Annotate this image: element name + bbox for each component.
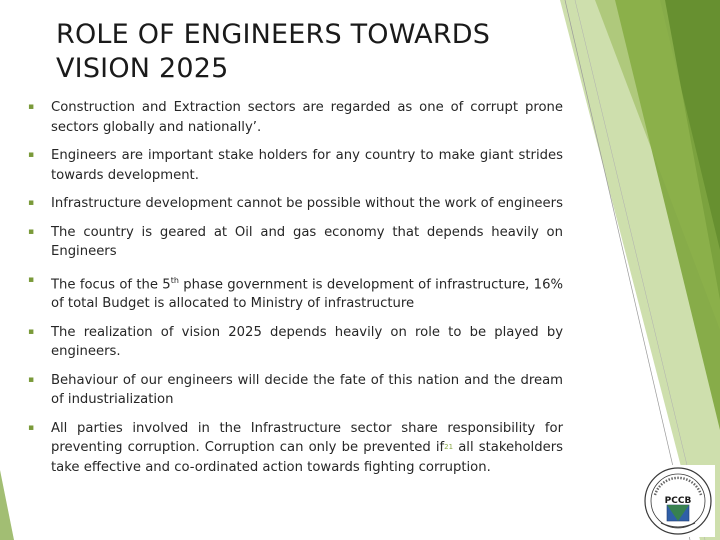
- title-line-1: ROLE OF ENGINEERS TOWARDS: [56, 19, 491, 50]
- bullet-item: ▪ Engineers are important stake holders for any country to make giant strides towards development.: [28, 148, 563, 183]
- bullet-item: ▪ Behaviour of our engineers will decide the fate of this nation and the dream of industrialization: [28, 372, 563, 408]
- bullet-item: ▪ The focus of the 5th phase government is development of infrastructure, 16% of total Budget is allocated to Ministry of infrastructure: [28, 271, 563, 314]
- title-line-2: VISION 2025: [56, 53, 229, 84]
- page-number: 21: [444, 443, 454, 452]
- logo-text: PCCB: [664, 496, 692, 506]
- bullet-icon: ▪: [28, 374, 35, 385]
- slide-title: [56, 18, 536, 86]
- bullet-item: ▪ The realization of vision 2025 depends heavily on role to be played by engineers.: [28, 324, 563, 360]
- bullet-icon: ▪: [28, 150, 35, 160]
- bullet-item: ▪ The country is geared at Oil and gas economy that depends heavily on Engineers: [28, 224, 563, 259]
- superscript-th: th: [170, 275, 179, 285]
- bullet-icon: ▪: [28, 102, 35, 112]
- bullet-icon: ▪: [28, 422, 35, 433]
- bullet-icon: ▪: [28, 274, 35, 285]
- bullet-list: [28, 98, 563, 477]
- bullet-item: ▪ Infrastructure development cannot be possible without the work of engineers: [28, 194, 563, 214]
- bullet-icon: ▪: [28, 226, 35, 237]
- bullet-icon: ▪: [28, 198, 35, 208]
- bullet-item: ▪ Construction and Extraction sectors are regarded as one of corrupt prone sectors globally and nationally’.: [28, 100, 563, 135]
- bullet-item: ▪ All parties involved in the Infrastructure sector share responsibility for preventing corruption. Corruption can only be prevented if21 all stakeholders take effective and co-ordinated action towards fighting corruption.: [28, 420, 563, 475]
- pccb-logo-icon: [641, 465, 715, 537]
- bullet-icon: ▪: [28, 326, 35, 337]
